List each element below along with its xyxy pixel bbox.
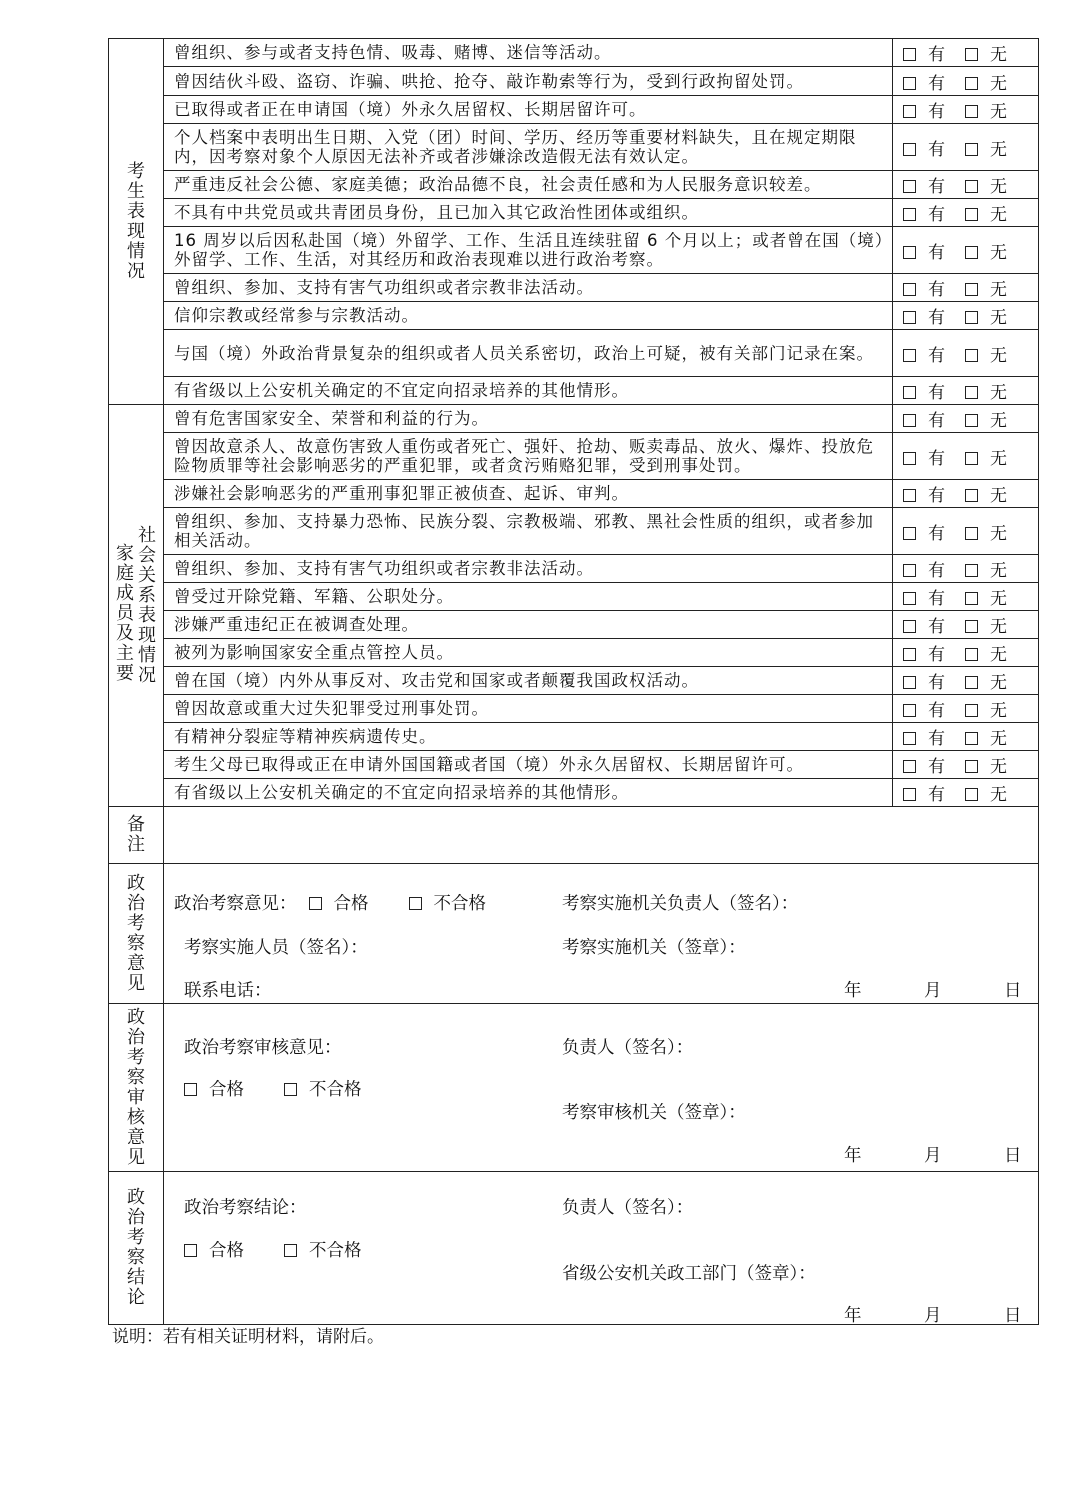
option-no-label: 无 xyxy=(990,729,1007,749)
political-review-form xyxy=(108,38,1039,1325)
yes-no-options xyxy=(893,96,1039,124)
yes-no-options xyxy=(893,723,1039,751)
option-yes-label: 有 xyxy=(928,308,945,328)
criteria-row xyxy=(109,667,1039,695)
checkbox-yes[interactable] xyxy=(903,208,916,221)
checkbox-no[interactable] xyxy=(965,386,978,399)
criteria-row xyxy=(109,199,1039,227)
checkbox-no[interactable] xyxy=(965,105,978,118)
fail-label: 不合格 xyxy=(309,1241,362,1261)
checkbox-yes[interactable] xyxy=(903,283,916,296)
staff-sign-label: 考察实施人员（签名）： xyxy=(184,938,368,958)
leader-sign-label: 负责人（签名）： xyxy=(562,1038,694,1058)
checkbox-yes[interactable] xyxy=(903,489,916,502)
checkbox-no[interactable] xyxy=(965,732,978,745)
checkbox-no[interactable] xyxy=(965,283,978,296)
option-no-label: 无 xyxy=(990,45,1007,65)
section2-title-col2: 社 会 关 系 表 现 情 况 xyxy=(138,524,156,686)
option-yes-label: 有 xyxy=(928,673,945,693)
section1-title: 考 生 表 现 情 况 xyxy=(127,160,145,282)
criteria-row xyxy=(109,39,1039,67)
option-no-label: 无 xyxy=(990,701,1007,721)
section1-title-cell xyxy=(109,39,164,405)
pass-label: 合格 xyxy=(333,894,369,914)
checkbox-no[interactable] xyxy=(965,564,978,577)
option-no-label: 无 xyxy=(990,73,1007,94)
yes-no-options xyxy=(893,779,1039,807)
checkbox-yes[interactable] xyxy=(903,180,916,193)
checkbox-yes[interactable] xyxy=(903,105,916,118)
year-label: 年 xyxy=(844,1306,862,1326)
checkbox-fail[interactable] xyxy=(284,1244,297,1257)
opinion-label: 政治考察意见： xyxy=(174,894,297,914)
option-yes-label: 有 xyxy=(928,561,945,581)
option-no-label: 无 xyxy=(990,561,1007,581)
option-yes-label: 有 xyxy=(928,589,945,609)
option-no-label: 无 xyxy=(990,242,1007,263)
criteria-row xyxy=(109,639,1039,667)
option-no-label: 无 xyxy=(990,448,1007,469)
yes-no-options xyxy=(893,667,1039,695)
yes-no-options xyxy=(893,405,1039,433)
option-no-label: 无 xyxy=(990,617,1007,637)
criteria-row xyxy=(109,330,1039,377)
option-yes-label: 有 xyxy=(928,757,945,777)
option-no-label: 无 xyxy=(990,345,1007,366)
checkbox-fail[interactable] xyxy=(409,897,422,910)
option-yes-label: 有 xyxy=(928,45,945,65)
checkbox-yes[interactable] xyxy=(903,788,916,801)
option-yes-label: 有 xyxy=(928,448,945,469)
option-yes-label: 有 xyxy=(928,102,945,122)
review-label: 政治考察审核意见： xyxy=(184,1038,342,1058)
month-label: 月 xyxy=(924,1146,942,1166)
yes-no-options xyxy=(893,480,1039,508)
option-no-label: 无 xyxy=(990,523,1007,544)
option-yes-label: 有 xyxy=(928,645,945,665)
criteria-text: 被列为影响国家安全重点管控人员。 xyxy=(164,639,893,667)
checkbox-yes[interactable] xyxy=(903,648,916,661)
checkbox-no[interactable] xyxy=(965,208,978,221)
checkbox-no[interactable] xyxy=(965,676,978,689)
conclusion-label: 政治考察结论： xyxy=(184,1198,307,1218)
day-label: 日 xyxy=(1004,1306,1022,1326)
checkbox-yes[interactable] xyxy=(903,311,916,324)
criteria-row xyxy=(109,555,1039,583)
criteria-row xyxy=(109,302,1039,330)
option-yes-label: 有 xyxy=(928,523,945,544)
criteria-text: 严重违反社会公德、家庭美德；政治品德不良，社会责任感和为人民服务意识较差。 xyxy=(164,171,893,199)
checkbox-no[interactable] xyxy=(965,527,978,540)
checkbox-no[interactable] xyxy=(965,620,978,633)
checkbox-yes[interactable] xyxy=(903,386,916,399)
checkbox-yes[interactable] xyxy=(903,349,916,362)
section2-title-col1: 家 庭 成 员 及 主 要 xyxy=(116,542,134,684)
checkbox-yes[interactable] xyxy=(903,527,916,540)
option-no-label: 无 xyxy=(990,411,1007,431)
yes-no-options xyxy=(893,555,1039,583)
criteria-row xyxy=(109,611,1039,639)
criteria-row xyxy=(109,405,1039,433)
org-seal-label: 考察实施机关（签章）： xyxy=(562,938,746,958)
checkbox-no[interactable] xyxy=(965,180,978,193)
checkbox-no[interactable] xyxy=(965,592,978,605)
fail-label: 不合格 xyxy=(433,894,486,914)
opinion-title: 政 治 考 察 意 见 xyxy=(127,872,145,994)
yes-no-options xyxy=(893,639,1039,667)
checkbox-yes[interactable] xyxy=(903,77,916,90)
checkbox-yes[interactable] xyxy=(903,143,916,156)
criteria-text: 曾在国（境）内外从事反对、攻击党和国家或者颠覆我国政权活动。 xyxy=(164,667,893,695)
criteria-text: 有精神分裂症等精神疾病遗传史。 xyxy=(164,723,893,751)
checkbox-pass[interactable] xyxy=(184,1083,197,1096)
criteria-row xyxy=(109,96,1039,124)
criteria-text: 曾受过开除党籍、军籍、公职处分。 xyxy=(164,583,893,611)
footnote: 说明：若有相关证明材料，请附后。 xyxy=(112,1327,384,1347)
yes-no-options xyxy=(893,171,1039,199)
option-no-label: 无 xyxy=(990,589,1007,609)
yes-no-options xyxy=(893,330,1039,377)
section2-title-cell xyxy=(109,405,164,807)
yes-no-options xyxy=(893,302,1039,330)
criteria-text: 已取得或者正在申请国（境）外永久居留权、长期居留许可。 xyxy=(164,96,893,124)
remarks-title: 备 注 xyxy=(127,814,145,855)
criteria-row xyxy=(109,695,1039,723)
pass-label: 合格 xyxy=(209,1241,244,1261)
checkbox-yes[interactable] xyxy=(903,592,916,605)
criteria-row xyxy=(109,227,1039,274)
criteria-text: 考生父母已取得或正在申请外国国籍或者国（境）外永久居留权、长期居留许可。 xyxy=(164,751,893,779)
day-label: 日 xyxy=(1004,1146,1022,1166)
checkbox-no[interactable] xyxy=(965,143,978,156)
yes-no-options xyxy=(893,751,1039,779)
yes-no-options xyxy=(893,39,1039,67)
review-title: 政 治 考 察 审 核 意 见 xyxy=(127,1006,145,1168)
checkbox-no[interactable] xyxy=(965,760,978,773)
criteria-text: 有省级以上公安机关确定的不宜定向招录培养的其他情形。 xyxy=(164,377,893,405)
option-no-label: 无 xyxy=(990,308,1007,328)
yes-no-options xyxy=(893,274,1039,302)
checkbox-yes[interactable] xyxy=(903,676,916,689)
criteria-row xyxy=(109,480,1039,508)
criteria-row xyxy=(109,779,1039,807)
criteria-text: 不具有中共党员或共青团员身份，且已加入其它政治性团体或组织。 xyxy=(164,199,893,227)
option-no-label: 无 xyxy=(990,102,1007,122)
option-yes-label: 有 xyxy=(928,486,945,506)
option-yes-label: 有 xyxy=(928,617,945,637)
leader-sign-label: 负责人（签名）： xyxy=(562,1198,694,1218)
pass-label: 合格 xyxy=(209,1080,244,1100)
option-yes-label: 有 xyxy=(928,139,945,160)
phone-label: 联系电话： xyxy=(184,981,272,1001)
option-yes-label: 有 xyxy=(928,242,945,263)
checkbox-pass[interactable] xyxy=(184,1244,197,1257)
yes-no-options xyxy=(893,433,1039,480)
criteria-text: 与国（境）外政治背景复杂的组织或者人员关系密切，政治上可疑，被有关部门记录在案。 xyxy=(164,330,893,377)
checkbox-yes[interactable] xyxy=(903,48,916,61)
yes-no-options xyxy=(893,124,1039,171)
criteria-text: 曾组织、参加、支持有害气功组织或者宗教非法活动。 xyxy=(164,555,893,583)
option-no-label: 无 xyxy=(990,383,1007,403)
checkbox-yes[interactable] xyxy=(903,704,916,717)
opinion-panel xyxy=(164,864,1039,1004)
month-label: 月 xyxy=(924,1306,942,1326)
yes-no-options xyxy=(893,611,1039,639)
fail-label: 不合格 xyxy=(309,1080,362,1100)
option-no-label: 无 xyxy=(990,645,1007,665)
leader-sign-label: 考察实施机关负责人（签名）： xyxy=(562,894,799,914)
option-yes-label: 有 xyxy=(928,383,945,403)
criteria-row xyxy=(109,508,1039,555)
option-yes-label: 有 xyxy=(928,177,945,197)
option-no-label: 无 xyxy=(990,280,1007,300)
checkbox-no[interactable] xyxy=(965,349,978,362)
option-no-label: 无 xyxy=(990,139,1007,160)
criteria-row xyxy=(109,124,1039,171)
yes-no-options xyxy=(893,227,1039,274)
option-no-label: 无 xyxy=(990,673,1007,693)
criteria-row xyxy=(109,583,1039,611)
checkbox-no[interactable] xyxy=(965,704,978,717)
option-no-label: 无 xyxy=(990,177,1007,197)
yes-no-options xyxy=(893,67,1039,96)
checkbox-no[interactable] xyxy=(965,788,978,801)
criteria-row xyxy=(109,377,1039,405)
option-yes-label: 有 xyxy=(928,280,945,300)
criteria-text: 曾组织、参加、支持有害气功组织或者宗教非法活动。 xyxy=(164,274,893,302)
yes-no-options xyxy=(893,508,1039,555)
yes-no-options xyxy=(893,377,1039,405)
option-yes-label: 有 xyxy=(928,785,945,805)
checkbox-no[interactable] xyxy=(965,77,978,90)
criteria-row xyxy=(109,433,1039,480)
criteria-text: 曾因故意杀人、故意伤害致人重伤或者死亡、强奸、抢劫、贩卖毒品、放火、爆炸、投放危险物质罪等社会影响恶劣的严重犯罪，或者贪污贿赂犯罪，受到刑事处罚。 xyxy=(164,433,893,480)
checkbox-yes[interactable] xyxy=(903,246,916,259)
checkbox-no[interactable] xyxy=(965,452,978,465)
checkbox-no[interactable] xyxy=(965,311,978,324)
option-no-label: 无 xyxy=(990,205,1007,225)
conclusion-title: 政 治 考 察 结 论 xyxy=(127,1187,145,1308)
criteria-text: 16 周岁以后因私赴国（境）外留学、工作、生活且连续驻留 6 个月以上；或者曾在国（境）外留学、工作、生活，对其经历和政治表现难以进行政治考察。 xyxy=(164,227,893,274)
criteria-row xyxy=(109,67,1039,96)
review-panel xyxy=(164,1004,1039,1172)
option-yes-label: 有 xyxy=(928,345,945,366)
criteria-text: 曾有危害国家安全、荣誉和利益的行为。 xyxy=(164,405,893,433)
checkbox-yes[interactable] xyxy=(903,620,916,633)
option-yes-label: 有 xyxy=(928,701,945,721)
criteria-text: 曾组织、参加、支持暴力恐怖、民族分裂、宗教极端、邪教、黑社会性质的组织，或者参加相关活动。 xyxy=(164,508,893,555)
checkbox-no[interactable] xyxy=(965,648,978,661)
option-no-label: 无 xyxy=(990,785,1007,805)
yes-no-options xyxy=(893,583,1039,611)
criteria-row xyxy=(109,274,1039,302)
org-seal-label: 考察审核机关（签章）： xyxy=(562,1103,746,1123)
option-yes-label: 有 xyxy=(928,411,945,431)
checkbox-pass[interactable] xyxy=(309,897,322,910)
year-label: 年 xyxy=(844,1146,862,1166)
criteria-text: 信仰宗教或经常参与宗教活动。 xyxy=(164,302,893,330)
criteria-text: 涉嫌严重违纪正在被调查处理。 xyxy=(164,611,893,639)
criteria-text: 曾组织、参与或者支持色情、吸毒、赌博、迷信等活动。 xyxy=(164,39,893,67)
checkbox-no[interactable] xyxy=(965,48,978,61)
criteria-text: 涉嫌社会影响恶劣的严重刑事犯罪正被侦查、起诉、审判。 xyxy=(164,480,893,508)
checkbox-yes[interactable] xyxy=(903,452,916,465)
remarks-field[interactable] xyxy=(164,807,1039,864)
criteria-text: 曾因结伙斗殴、盗窃、诈骗、哄抢、抢夺、敲诈勒索等行为，受到行政拘留处罚。 xyxy=(164,67,893,96)
checkbox-yes[interactable] xyxy=(903,564,916,577)
checkbox-no[interactable] xyxy=(965,489,978,502)
criteria-row xyxy=(109,751,1039,779)
criteria-text: 有省级以上公安机关确定的不宜定向招录培养的其他情形。 xyxy=(164,779,893,807)
option-yes-label: 有 xyxy=(928,205,945,225)
checkbox-fail[interactable] xyxy=(284,1083,297,1096)
criteria-row xyxy=(109,723,1039,751)
yes-no-options xyxy=(893,695,1039,723)
option-no-label: 无 xyxy=(990,486,1007,506)
option-yes-label: 有 xyxy=(928,729,945,749)
checkbox-yes[interactable] xyxy=(903,732,916,745)
org-seal-label: 省级公安机关政工部门（签章）： xyxy=(562,1264,816,1284)
year-label: 年 xyxy=(844,981,862,1001)
day-label: 日 xyxy=(1004,981,1022,1001)
option-no-label: 无 xyxy=(990,757,1007,777)
criteria-text: 曾因故意或重大过失犯罪受过刑事处罚。 xyxy=(164,695,893,723)
conclusion-panel xyxy=(164,1172,1039,1325)
criteria-text: 个人档案中表明出生日期、入党（团）时间、学历、经历等重要材料缺失，且在规定期限内，因考察对象个人原因无法补齐或者涉嫌涂改造假无法有效认定。 xyxy=(164,124,893,171)
checkbox-yes[interactable] xyxy=(903,414,916,427)
checkbox-yes[interactable] xyxy=(903,760,916,773)
checkbox-no[interactable] xyxy=(965,414,978,427)
option-yes-label: 有 xyxy=(928,73,945,94)
checkbox-no[interactable] xyxy=(965,246,978,259)
yes-no-options xyxy=(893,199,1039,227)
month-label: 月 xyxy=(924,981,942,1001)
criteria-row xyxy=(109,171,1039,199)
